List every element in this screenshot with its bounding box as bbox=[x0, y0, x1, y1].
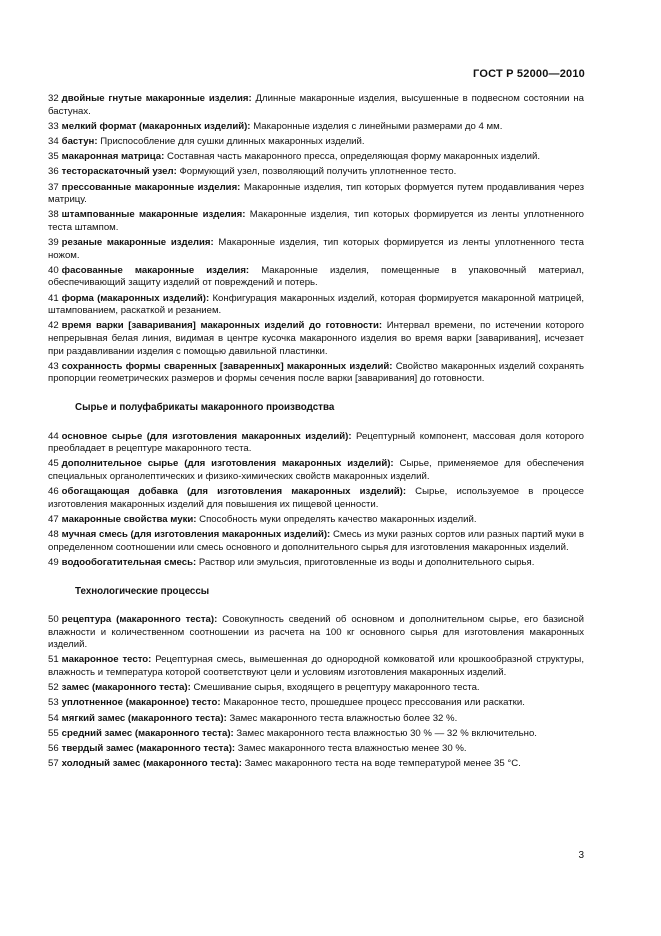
entry-number: 54 bbox=[48, 712, 59, 724]
entry-term: мучная смесь (для изготовления макаронных изделий): bbox=[61, 529, 331, 541]
term-entry bbox=[48, 121, 584, 134]
entry-term: резаные макаронные изделия: bbox=[61, 237, 214, 249]
entry-definition: Рецептурная смесь, вымешенная до однородной комковатой или крошкообразной структуры, влажность и температура которой соответствуют цели и условиям изготовления макаронных изделий. bbox=[48, 654, 584, 679]
entry-number: 39 bbox=[48, 237, 59, 249]
entry-term: твердый замес (макаронного теста): bbox=[61, 743, 236, 754]
entry-term: средний замес (макаронного теста): bbox=[61, 727, 234, 739]
entry-number: 53 bbox=[48, 697, 59, 709]
entry-number: 50 bbox=[48, 614, 59, 626]
term-entry bbox=[48, 431, 584, 456]
entry-number: 45 bbox=[48, 458, 59, 470]
entry-term: мелкий формат (макаронных изделий): bbox=[61, 120, 251, 132]
entry-number: 37 bbox=[48, 181, 59, 193]
entry-number: 47 bbox=[48, 513, 59, 525]
term-entry bbox=[48, 486, 584, 511]
page-number: 3 bbox=[578, 850, 584, 861]
entry-number: 33 bbox=[48, 120, 59, 132]
entry-term: штампованные макаронные изделия: bbox=[61, 209, 246, 221]
entry-term: обогащающая добавка (для изготовления макаронных изделий): bbox=[61, 486, 407, 498]
entry-definition: Макаронное тесто, прошедшее процесс прессования или раскатки. bbox=[223, 697, 525, 709]
entry-definition: Раствор или эмульсия, приготовленные из воды и дополнительного сырья. bbox=[198, 556, 535, 568]
entry-definition: Способность муки определять качество макаронных изделий. bbox=[199, 513, 477, 525]
section-heading: Сырье и полуфабрикаты макаронного производства bbox=[75, 402, 335, 413]
entry-term: бастун: bbox=[61, 135, 98, 147]
term-entry bbox=[48, 136, 584, 149]
entry-definition: Замес макаронного теста влажностью 30 % — 32 % включительно. bbox=[236, 727, 537, 739]
entry-number: 43 bbox=[48, 360, 59, 372]
entry-number: 48 bbox=[48, 529, 59, 541]
entry-term: дополнительное сырье (для изготовления макаронных изделий): bbox=[61, 458, 394, 470]
entry-term: макаронные свойства муки: bbox=[61, 513, 197, 525]
entry-term: уплотненное (макаронное) тесто: bbox=[61, 697, 221, 709]
term-entry bbox=[48, 529, 584, 554]
term-entry bbox=[48, 293, 584, 318]
document-header: ГОСТ Р 52000—2010 bbox=[473, 68, 585, 80]
entry-term: замес (макаронного теста): bbox=[61, 682, 191, 694]
entry-definition: Макаронные изделия, тип которых формуется путем продавливания через матрицу. bbox=[48, 181, 584, 206]
entry-definition: Макаронные изделия, тип которых формируется из ленты уплотненного теста ножом. bbox=[48, 237, 584, 261]
entry-term: холодный замес (макаронного теста): bbox=[61, 758, 242, 770]
entry-term: время варки [заваривания] макаронных изделий до готовности: bbox=[61, 320, 383, 332]
entry-term: форма (макаронных изделий): bbox=[61, 292, 210, 304]
entry-term: макаронная матрица: bbox=[61, 151, 165, 163]
document-body bbox=[48, 93, 584, 773]
entry-number: 40 bbox=[48, 264, 59, 276]
term-entry bbox=[48, 682, 584, 695]
entry-number: 56 bbox=[48, 743, 59, 754]
entry-number: 57 bbox=[48, 758, 59, 770]
entry-definition: Сырье, применяемое для обеспечения специальных органолептических и физико-химических свойств макаронных изделий. bbox=[48, 458, 585, 482]
entry-term: рецептура (макаронного теста): bbox=[61, 614, 218, 626]
entry-definition: Свойство макаронных изделий сохранять пропорции геометрических размеров и формы сечения после варки [заваривания] до готовности. bbox=[48, 360, 584, 385]
entry-number: 41 bbox=[48, 292, 59, 304]
entry-number: 55 bbox=[48, 727, 59, 739]
entry-number: 34 bbox=[48, 135, 59, 147]
entry-definition: Замес макаронного теста влажностью более 32 %. bbox=[229, 712, 458, 724]
entry-number: 36 bbox=[48, 166, 59, 178]
entry-term: водообогатительная смесь: bbox=[61, 556, 197, 568]
entry-number: 32 bbox=[48, 93, 59, 104]
term-entry bbox=[48, 237, 584, 262]
term-entry bbox=[48, 166, 584, 179]
term-entry bbox=[48, 697, 584, 710]
entry-number: 38 bbox=[48, 209, 59, 221]
term-entry bbox=[48, 614, 584, 652]
entry-definition: Замес макаронного теста на воде температурой менее 35 °С. bbox=[244, 758, 521, 770]
term-entry bbox=[48, 743, 584, 756]
term-entry bbox=[48, 361, 584, 386]
entry-number: 35 bbox=[48, 151, 59, 163]
term-entry bbox=[48, 265, 584, 290]
term-entry bbox=[48, 557, 584, 570]
term-entry bbox=[48, 182, 584, 207]
entry-term: тестораскаточный узел: bbox=[61, 166, 177, 178]
term-entry bbox=[48, 458, 584, 483]
entry-term: фасованные макаронные изделия: bbox=[61, 264, 250, 276]
entry-definition: Интервал времени, по истечении которого непрерывная белая линия, видимая в центре кусочка макаронного изделия во время варки [заваривания], исчезает при раздавливании изделия с помощью давильной пластинки. bbox=[48, 320, 585, 357]
entry-term: основное сырье (для изготовления макаронных изделий): bbox=[61, 430, 352, 442]
term-entry bbox=[48, 93, 584, 118]
term-entry bbox=[48, 758, 584, 771]
entry-definition: Макаронные изделия с линейными размерами до 4 мм. bbox=[253, 120, 503, 132]
entry-definition: Макаронные изделия, тип которых формируется из ленты уплотненного теста штампом. bbox=[48, 209, 584, 233]
term-entry bbox=[48, 654, 584, 679]
term-entry bbox=[48, 320, 584, 358]
section-heading: Технологические процессы bbox=[75, 585, 210, 597]
entry-definition: Смесь из муки разных сортов или разных партий муки в определенном соотношении или смесь основного и дополнительного сырья для изготовления макаронных изделий. bbox=[48, 529, 585, 553]
term-entry bbox=[48, 514, 584, 527]
entry-definition: Составная часть макаронного пресса, определяющая форму макаронных изделий. bbox=[167, 151, 541, 163]
entry-definition: Рецептурный компонент, массовая доля которого преобладает в рецептуре макаронного теста. bbox=[48, 430, 584, 455]
entry-number: 49 bbox=[48, 556, 59, 568]
entry-term: прессованные макаронные изделия: bbox=[61, 181, 241, 193]
entry-number: 51 bbox=[48, 654, 59, 666]
entry-definition: Смешивание сырья, входящего в рецептуру макаронного теста. bbox=[193, 682, 480, 694]
term-entry bbox=[48, 151, 584, 164]
term-entry bbox=[48, 728, 584, 741]
entry-definition: Совокупность сведений об основном и дополнительном сырье, его базисной влажности и количественном соотношении из расчета на 100 кг основного сырья для изготовления макаронных изделий. bbox=[48, 614, 584, 651]
entry-number: 52 bbox=[48, 682, 59, 694]
entry-definition: Сырье, используемое в процессе изготовления макаронных изделий для повышения их пищевой ценности. bbox=[48, 486, 584, 510]
entry-definition: Длинные макаронные изделия, высушенные в подвесном состоянии на бастунах. bbox=[48, 93, 584, 117]
entry-term: макаронное тесто: bbox=[61, 654, 152, 666]
entry-number: 42 bbox=[48, 320, 59, 332]
entry-definition: Макаронные изделия, помещенные в упаковочный материал, обеспечивающий защиту изделий от повреждений и потерь. bbox=[48, 264, 584, 289]
entry-definition: Замес макаронного теста влажностью менее 30 %. bbox=[237, 743, 467, 754]
entry-term: сохранность формы сваренных [заваренных] макаронных изделий: bbox=[61, 360, 393, 372]
term-entry bbox=[48, 713, 584, 726]
entry-term: мягкий замес (макаронного теста): bbox=[61, 712, 227, 724]
entry-definition: Формующий узел, позволяющий получить уплотненное тесто. bbox=[179, 166, 457, 178]
entry-definition: Приспособление для сушки длинных макаронных изделий. bbox=[100, 135, 365, 147]
entry-definition: Конфигурация макаронных изделий, которая формируется макаронной матрицей, штампованием, раскаткой и резанием. bbox=[48, 292, 584, 317]
term-entry bbox=[48, 209, 584, 234]
entry-number: 46 bbox=[48, 486, 59, 498]
entry-number: 44 bbox=[48, 430, 59, 442]
entry-term: двойные гнутые макаронные изделия: bbox=[61, 93, 252, 104]
